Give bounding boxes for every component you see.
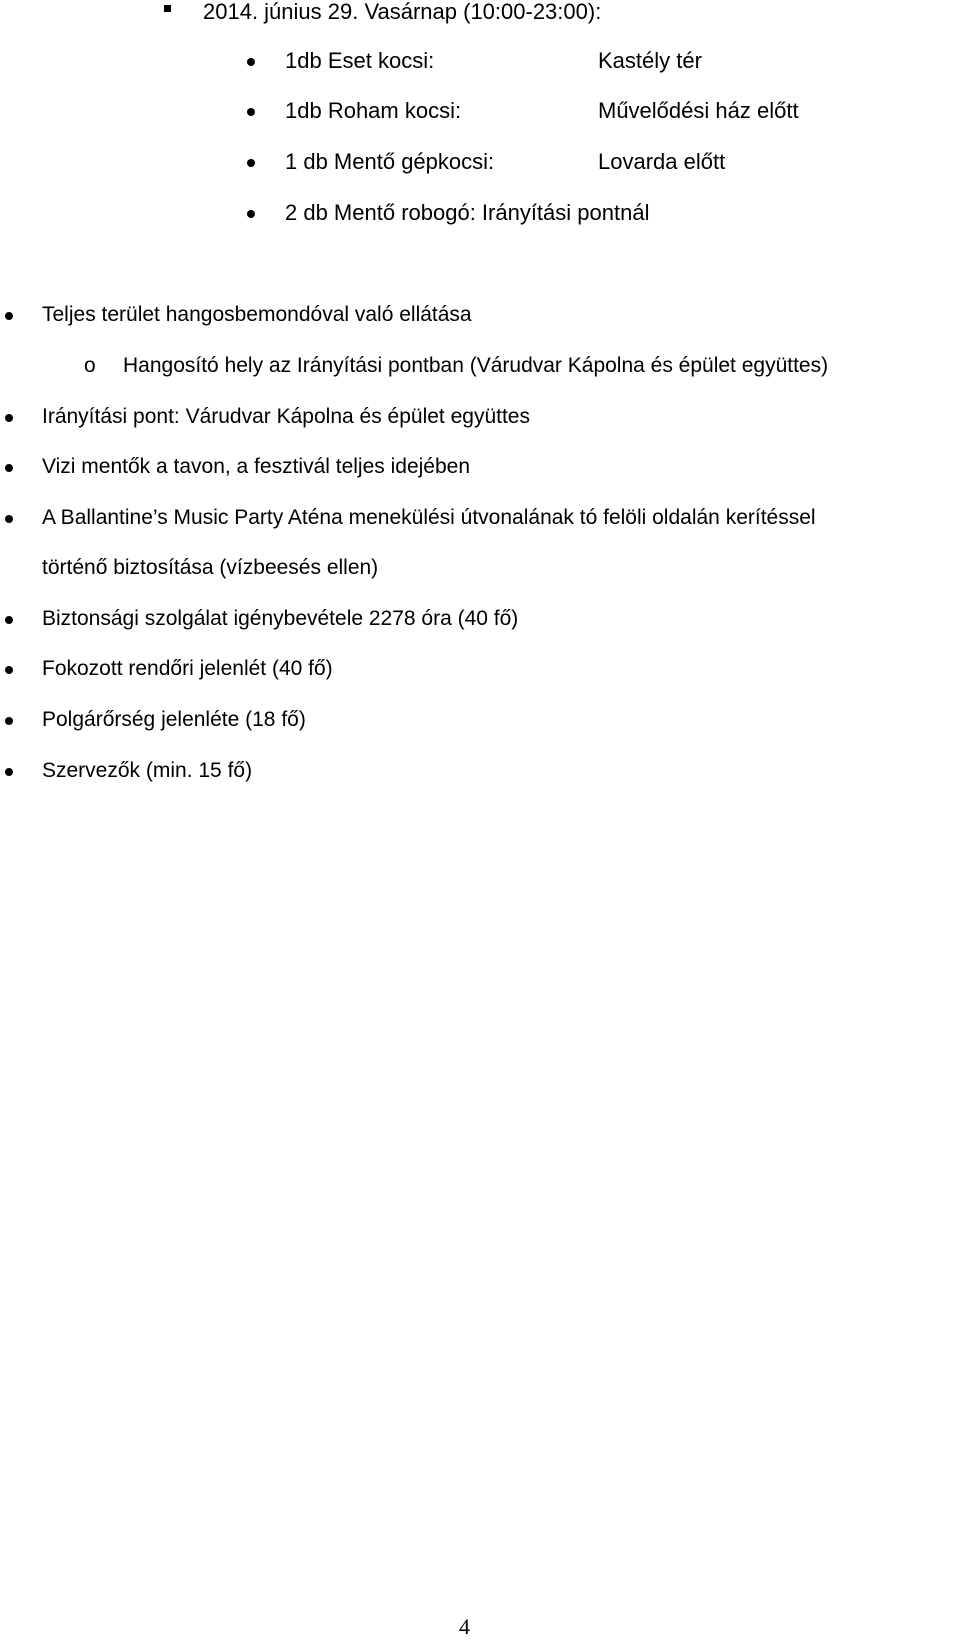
vehicle-label: 1 db Mentő gépkocsi: (285, 149, 495, 174)
list-item-organizers (0, 756, 960, 786)
bullet-icon (5, 666, 13, 674)
vehicle-item-2 (0, 96, 900, 126)
vehicle-label: 1db Eset kocsi: (285, 48, 435, 73)
vehicle-label: 2 db Mentő robogó: Irányítási pontnál (285, 200, 650, 225)
bullet-icon (5, 464, 13, 472)
list-item-control-point (0, 402, 960, 432)
vehicle-location: Művelődési ház előtt (598, 98, 799, 123)
vehicle-label: 1db Roham kocsi: (285, 98, 462, 123)
list-item-text: Vizi mentők a tavon, a fesztivál teljes idejében (42, 455, 471, 478)
vehicle-location: Lovarda előtt (598, 149, 726, 174)
sub-item-sound-location (0, 351, 960, 381)
sub-item-text: Hangosító hely az Irányítási pontban (Várudvar Kápolna és épület együttes) (123, 354, 829, 377)
list-item-text: Irányítási pont: Várudvar Kápolna és épület együttes (42, 405, 530, 428)
vehicle-location: Kastély tér (598, 48, 702, 73)
bullet-icon (5, 616, 13, 624)
bullet-icon (247, 210, 255, 218)
day-heading: 2014. június 29. Vasárnap (10:00-23:00): (203, 0, 602, 24)
list-item-text: Teljes terület hangosbemondóval való ellátása (42, 303, 472, 326)
list-item-text: Biztonsági szolgálat igénybevétele 2278 óra (40 fő) (42, 607, 519, 630)
bullet-icon (247, 159, 255, 167)
vehicle-item-1 (0, 46, 900, 76)
list-item-security (0, 604, 960, 634)
list-item-text: történő biztosítása (vízbeesés ellen) (42, 556, 379, 579)
page-number: 4 (459, 1614, 470, 1639)
bullet-icon (247, 108, 255, 116)
square-bullet-icon (164, 5, 171, 12)
list-item-police (0, 654, 960, 684)
day-heading-item (0, 0, 900, 27)
list-item-text: Fokozott rendőri jelenlét (40 fő) (42, 657, 333, 680)
vehicle-item-3 (0, 147, 900, 177)
list-item-text: Szervezők (min. 15 fő) (42, 759, 253, 782)
bullet-icon (5, 312, 13, 320)
list-item-water-rescue (0, 452, 960, 482)
list-item-fence-continued (0, 553, 960, 583)
list-item-text: A Ballantine’s Music Party Aténa menekülési útvonalának tó felöli oldalán kerítéssel (42, 506, 816, 529)
list-item-sound-coverage (0, 300, 960, 330)
list-item-civil-guard (0, 705, 960, 735)
bullet-icon (5, 768, 13, 776)
list-item-text: Polgárőrség jelenléte (18 fő) (42, 708, 306, 731)
circle-bullet-icon: o (84, 354, 96, 377)
bullet-icon (5, 515, 13, 523)
list-item-fence (0, 503, 960, 533)
bullet-icon (5, 414, 13, 422)
vehicle-item-4 (0, 198, 900, 228)
bullet-icon (5, 717, 13, 725)
bullet-icon (247, 58, 255, 66)
